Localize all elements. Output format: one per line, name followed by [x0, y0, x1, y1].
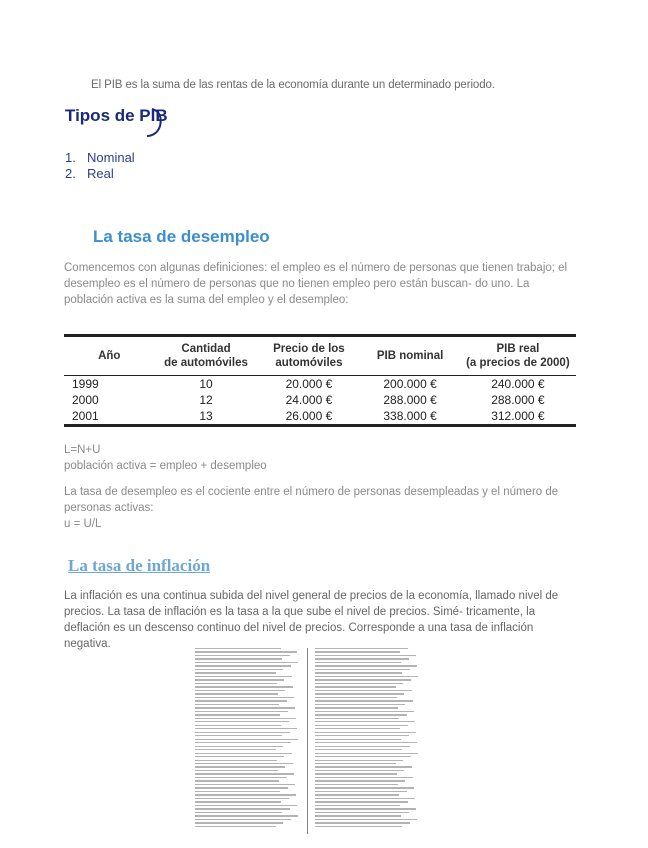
- scan-text-line: [315, 784, 398, 785]
- inflacion-paragraph: La inflación es una continua subida del nivel general de precios de la economía, llamado nivel de precios. La tasa de inflación es la tasa a la que sube el nivel de precios. Simé- tricamente, la deflación es un descenso continuo del nivel de precios. Corresponde a una tasa de inflación negativa.: [64, 590, 559, 650]
- scan-text-line: [315, 805, 400, 806]
- scan-text-line: [195, 711, 288, 712]
- scan-text-line: [315, 735, 409, 736]
- intro-text: El PIB es la suma de las rentas de la economía durante un determinado periodo.: [91, 79, 495, 91]
- scan-text-line: [315, 773, 397, 774]
- scan-text-line: [315, 686, 396, 687]
- scan-column-left: [195, 648, 299, 829]
- scan-text-line: [195, 686, 293, 687]
- scan-text-line: [315, 777, 413, 778]
- scan-text-line: [315, 812, 409, 813]
- scan-text-line: [195, 728, 297, 729]
- scan-text-line: [195, 791, 280, 792]
- scan-text-line: [315, 819, 417, 820]
- scan-text-line: [195, 648, 281, 649]
- desempleo-paragraph: Comencemos con algunas definiciones: el empleo es el número de personas que tienen trabajo; el desempleo es el número de personas que no tienen empleo pero están buscan- do uno. La población activa es la suma del empleo y el desempleo:: [64, 262, 568, 306]
- scan-text-line: [315, 665, 417, 666]
- scan-text-line: [195, 725, 281, 726]
- desempleo-heading: La tasa de desempleo: [93, 227, 270, 246]
- scan-text-line: [315, 732, 416, 733]
- table-row: 1999 10 20.000 € 200.000 € 240.000 €: [72, 377, 545, 391]
- col-header: Precio de los automóviles: [273, 343, 345, 369]
- scan-text-line: [195, 798, 289, 799]
- scan-text-line: [195, 683, 277, 684]
- scan-text-line: [315, 669, 410, 670]
- scan-text-line: [195, 822, 283, 823]
- scan-text-line: [315, 679, 411, 680]
- scan-text-line: [195, 815, 298, 816]
- col-header: PIB real (a precios de 2000): [466, 343, 570, 369]
- scan-text-line: [315, 753, 418, 754]
- scan-text-line: [315, 760, 403, 761]
- scan-text-line: [315, 672, 402, 673]
- scan-text-line: [315, 794, 399, 795]
- scan-text-line: [195, 658, 282, 659]
- scan-text-line: [195, 812, 282, 813]
- tasa-paragraph: La tasa de desempleo es el cociente entre el número de personas desempleadas y el número de personas activas: u = U/L: [64, 486, 559, 530]
- scan-text-line: [315, 658, 409, 659]
- scan-text-line: [195, 697, 294, 698]
- scan-text-line: [195, 735, 282, 736]
- scan-text-line: [315, 763, 396, 764]
- scan-text-line: [195, 690, 285, 691]
- scan-text-line: [195, 780, 279, 781]
- scan-text-line: [195, 714, 280, 715]
- scan-text-line: [195, 756, 284, 757]
- scan-text-line: [195, 676, 292, 677]
- scan-text-line: [195, 801, 281, 802]
- scan-text-line: [315, 697, 397, 698]
- scan-text-line: [195, 777, 287, 778]
- scan-text-line: [195, 704, 279, 705]
- scan-text-line: [195, 746, 283, 747]
- brace-decoration: [146, 106, 170, 138]
- scan-text-line: [195, 819, 291, 820]
- scan-text-line: [315, 801, 408, 802]
- scan-text-line: [195, 693, 278, 694]
- scan-text-line: [195, 742, 291, 743]
- scan-text-line: [315, 725, 408, 726]
- scan-text-line: [195, 669, 283, 670]
- col-header: Año: [98, 350, 121, 362]
- scan-text-line: [195, 721, 289, 722]
- inflacion-heading: La tasa de inflación: [68, 556, 211, 575]
- scan-text-line: [315, 676, 418, 677]
- scan-text-line: [315, 648, 408, 649]
- scan-divider: [307, 648, 308, 834]
- scan-text-line: [195, 732, 290, 733]
- scan-text-line: [315, 721, 415, 722]
- table-row: 2001 13 26.000 € 338.000 € 312.000 €: [64, 408, 576, 426]
- scan-text-line: [195, 763, 293, 764]
- scan-text-line: [315, 711, 414, 712]
- scan-text-line: [315, 707, 398, 708]
- scan-text-line: [195, 679, 284, 680]
- scan-text-line: [195, 718, 296, 719]
- scan-text-line: [315, 704, 405, 705]
- scan-text-line: [195, 665, 291, 666]
- scan-text-line: [195, 760, 277, 761]
- scan-text-line: [315, 742, 417, 743]
- scan-text-line: [315, 728, 400, 729]
- scan-text-line: [195, 700, 287, 701]
- table-row: 2000 12 24.000 € 288.000 € 288.000 €: [72, 393, 545, 407]
- scan-text-line: [315, 826, 402, 827]
- scan-text-line: [315, 756, 411, 757]
- scan-text-line: [315, 739, 401, 740]
- scan-text-line: [315, 766, 412, 767]
- scan-text-line: [315, 770, 404, 771]
- scan-text-line: [195, 672, 276, 673]
- scan-text-line: [195, 794, 296, 795]
- scan-text-line: [315, 683, 403, 684]
- scan-text-line: [195, 826, 276, 827]
- scan-text-line: [195, 770, 278, 771]
- scan-text-line: [315, 662, 401, 663]
- scan-text-line: [195, 787, 288, 788]
- scan-text-line: [195, 655, 290, 656]
- list-item: 2. Real: [65, 166, 114, 181]
- scan-text-line: [315, 746, 410, 747]
- tipos-list: [65, 150, 135, 182]
- table-header-row: [64, 336, 576, 376]
- scan-text-line: [195, 753, 292, 754]
- formulas: [64, 442, 267, 474]
- scan-text-line: [315, 780, 405, 781]
- scan-text-line: [195, 739, 298, 740]
- scan-text-line: [315, 749, 402, 750]
- list-item: 1. Nominal: [65, 150, 135, 165]
- pib-table: [64, 334, 576, 427]
- scan-text-line: [195, 766, 285, 767]
- scan-text-line: [315, 787, 414, 788]
- scan-text-line: [315, 655, 416, 656]
- col-header: Cantidad de automóviles: [164, 343, 248, 369]
- scan-text-line: [315, 815, 401, 816]
- scan-text-line: [315, 791, 407, 792]
- scan-column-right: [315, 648, 419, 829]
- formula-line: población activa = empleo + desempleo: [64, 460, 267, 472]
- scan-text-line: [315, 798, 415, 799]
- scan-text-line: [315, 714, 407, 715]
- scan-text-line: [195, 773, 294, 774]
- scan-text-line: [195, 749, 276, 750]
- scan-text-line: [195, 805, 297, 806]
- scan-text-line: [315, 718, 399, 719]
- scan-text-line: [195, 808, 290, 809]
- scanned-text-image: [195, 648, 425, 834]
- tipos-heading: Tipos de PIB: [65, 106, 168, 125]
- col-header: PIB nominal: [376, 350, 444, 362]
- scan-text-line: [195, 784, 295, 785]
- scan-text-line: [195, 707, 295, 708]
- scan-text-line: [195, 662, 298, 663]
- scan-text-line: [315, 693, 404, 694]
- scan-text-line: [315, 651, 400, 652]
- formula-line: L=N+U: [64, 444, 101, 456]
- scan-text-line: [315, 700, 413, 701]
- scan-text-line: [315, 690, 412, 691]
- scan-text-line: [315, 822, 410, 823]
- scan-text-line: [195, 651, 297, 652]
- scan-text-line: [315, 808, 416, 809]
